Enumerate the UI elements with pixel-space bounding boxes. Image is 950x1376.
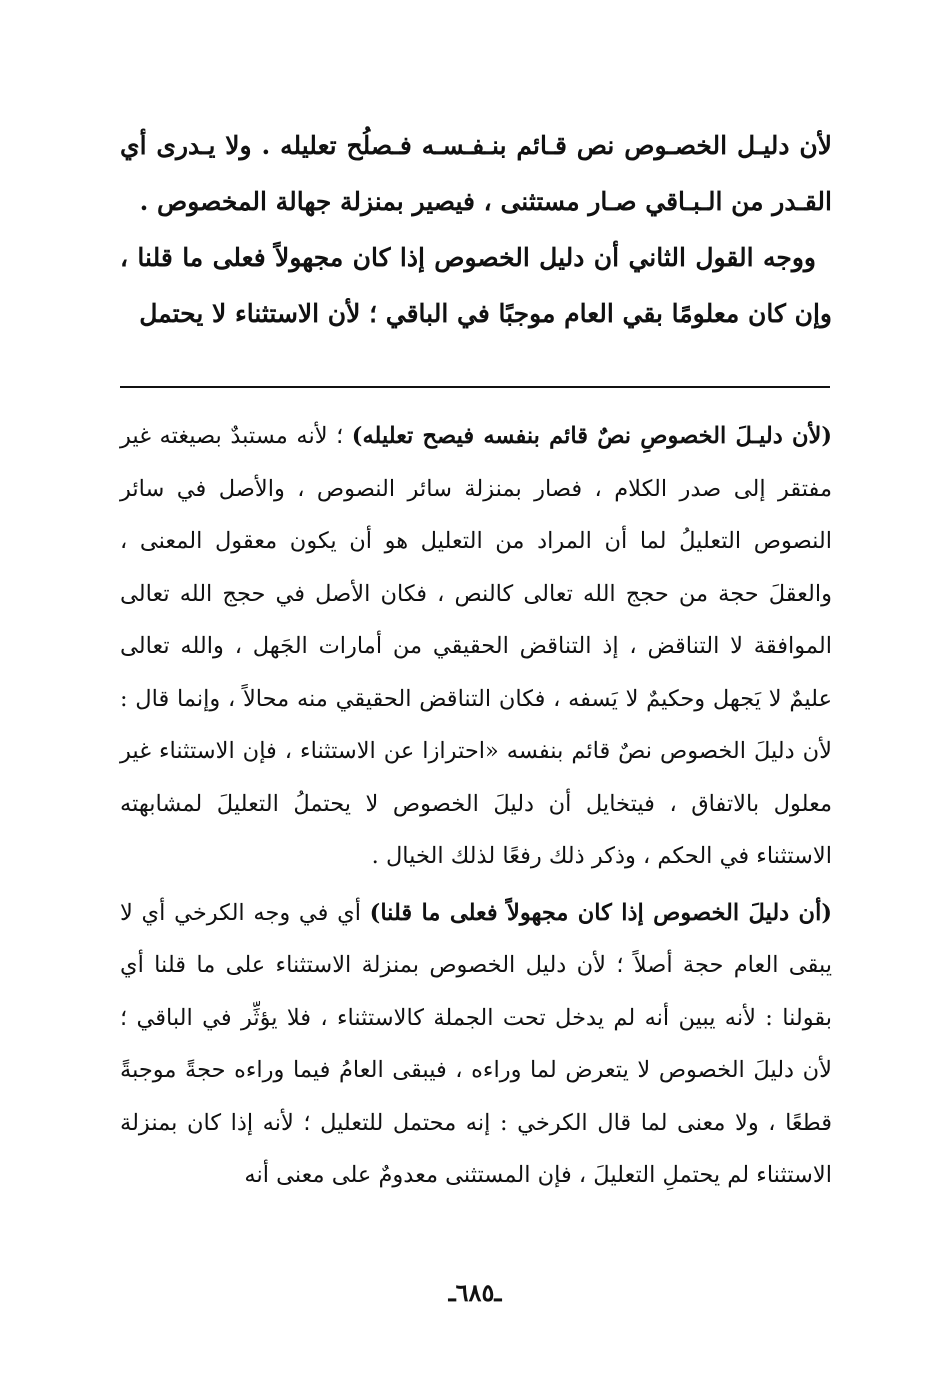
- main-paragraph-2: ووجه القول الثاني أن دليل الخصوص إذا كان مجهولاً فعلى ما قلنا ، وإن كان معلومًا بقي العام موجبًا في الباقي ؛ لأن الاستثناء لا يحتمل: [120, 243, 832, 328]
- commentary-paragraph-1: [120, 410, 832, 883]
- main-text: [120, 118, 832, 342]
- page-number: ـ٦٨٥ـ: [448, 1278, 502, 1307]
- commentary-block: [120, 410, 832, 1202]
- commentary-body-2: أي في وجه الكرخي أي لا يبقى العام حجة أصلاً ؛ لأن دليل الخصوص بمنزلة الاستثناء على ما قلنا أي بقولنا : لأنه يبين أنه لم يدخل تحت الجملة كالاستثناء ، فلا يؤثِّر في الباقي ؛ لأن دليلَ الخصوص لا يتعرض لما وراءه ، فيبقى العامُ فيما وراءه حجةً موجبةً قطعًا ، ولا معنى لما قال الكرخي : إنه محتمل للتعليل ؛ لأنه إذا كان بمنزلة الاستثناء لم يحتملِ التعليلَ ، فإن المستثنى معدومٌ على معنى أنه: [120, 899, 832, 1188]
- commentary-lead-2: (أن دليلَ الخصوص إذا كان مجهولاً فعلى ما قلنا): [369, 899, 832, 926]
- commentary-paragraph-2: [120, 887, 832, 1202]
- commentary-lead-1: (لأن دليـلَ الخصوصِ نصٌ قائم بنفسه فيصح تعليله): [351, 423, 832, 449]
- commentary-body-1: ؛ لأنه مستبدٌ بصيغته غير مفتقر إلى صدر الكلام ، فصار بمنزلة سائر النصوص ، والأصل في سائر النصوص التعليلُ لما أن المراد من التعليل هو أن يكون معقول المعنى ، والعقلَ حجة من حجج الله تعالى كالنص ، فكان الأصل في حجج الله تعالى الموافقة لا التناقض ، إذ التناقض الحقيقي من أمارات الجَهل ، والله تعالى عليمٌ لا يَجهل وحكيمٌ لا يَسفه ، فكان التناقض الحقيقي منه محالاً ، وإنما قال : لأن دليلَ الخصوص نصٌ قائم بنفسه «احترازا عن الاستثناء ، فإن الاستثناء غير معلول بالاتفاق ، فيتخايل أن دليلَ الخصوص لا يحتملُ التعليلَ لمشابهته الاستثناء في الحكم ، وذكر ذلك رفعًا لذلك الخيال .: [120, 423, 832, 869]
- main-paragraph-1: لأن دليـل الخصـوص نص قـائم بنـفـسـه فـصلُح تعليله . ولا يـدرى أي القـدر من الـبـاقي صـار مستثنى ، فيصير بمنزلة جهالة المخصوص .: [120, 131, 832, 216]
- main-text-block: [120, 118, 832, 342]
- footnote-divider: [120, 386, 830, 388]
